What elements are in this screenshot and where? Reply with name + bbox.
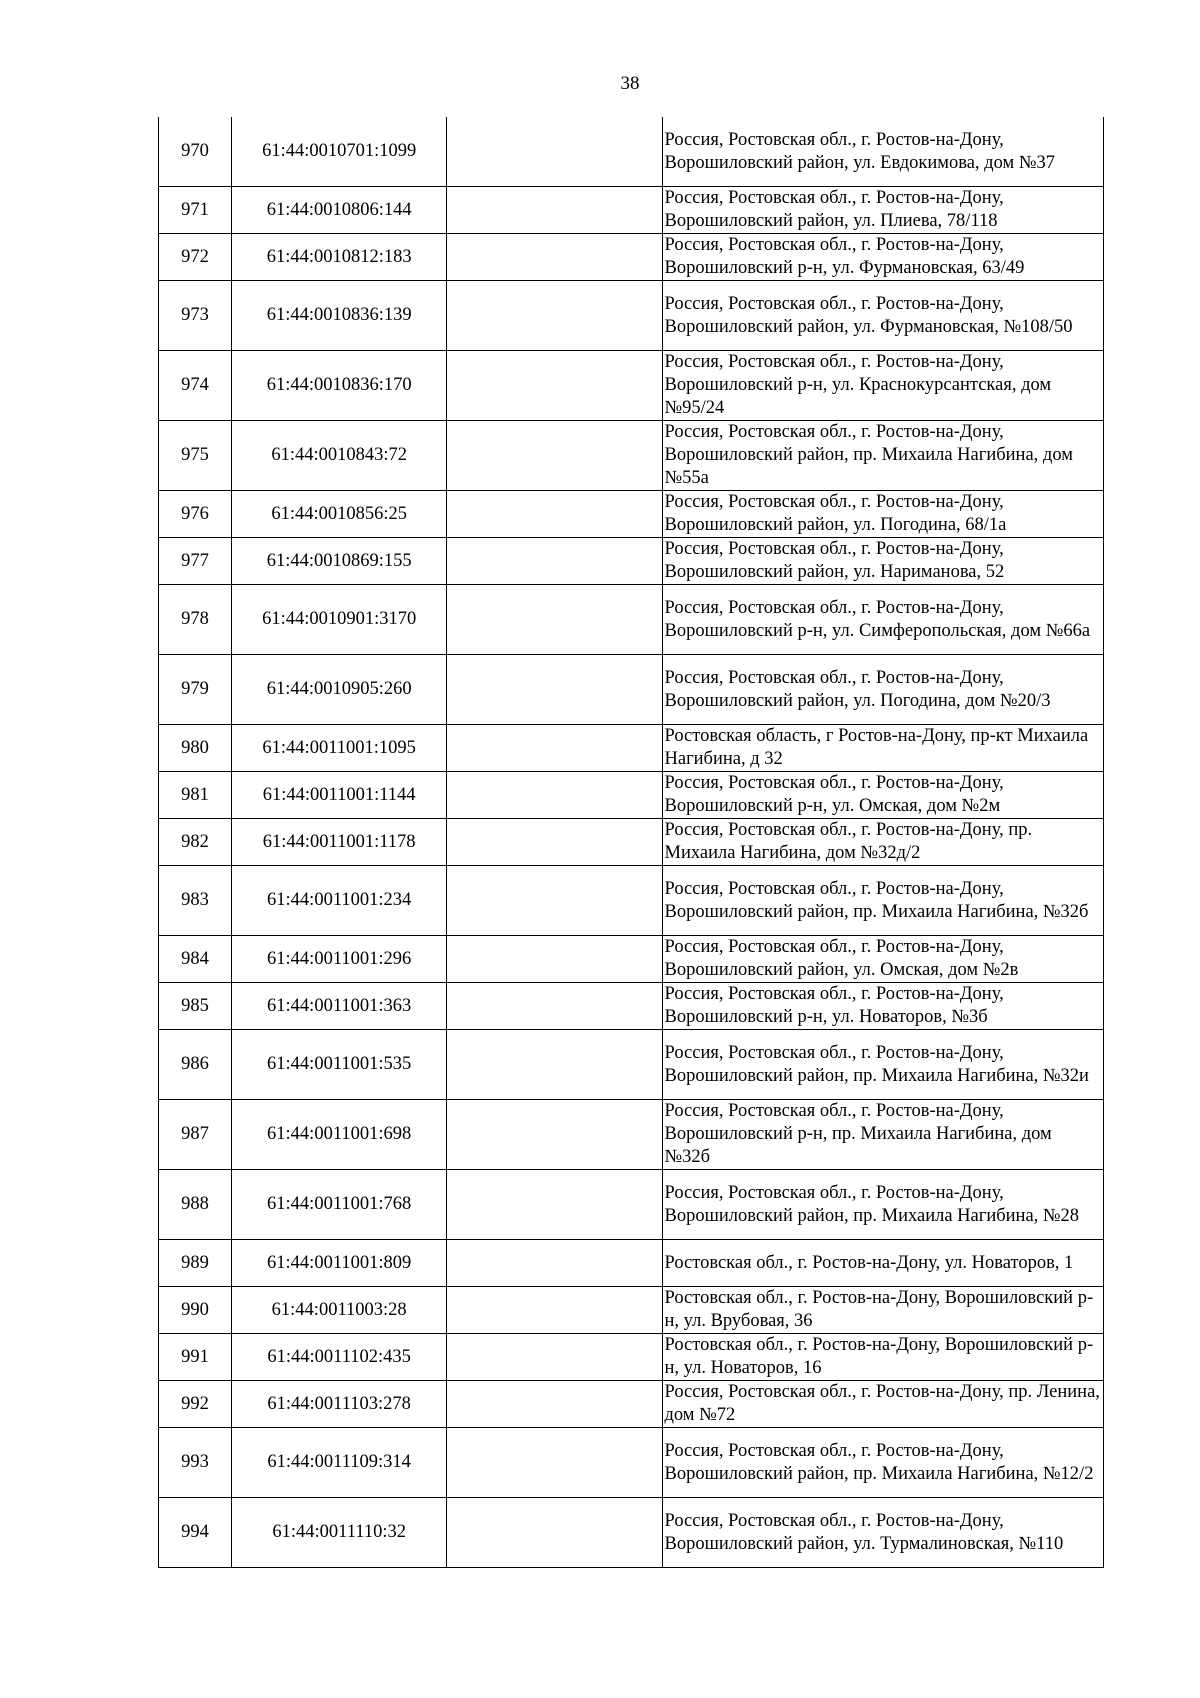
empty-cell	[447, 1334, 662, 1381]
address: Россия, Ростовская обл., г. Ростов-на-Дону, Ворошиловский р-н, ул. Краснокурсантская, дом №95/24	[662, 351, 1104, 421]
empty-cell	[447, 866, 662, 936]
cadastral-number: 61:44:0011103:278	[232, 1381, 447, 1428]
row-number: 988	[159, 1170, 232, 1240]
row-number: 991	[159, 1334, 232, 1381]
empty-cell	[447, 1381, 662, 1428]
address: Россия, Ростовская обл., г. Ростов-на-Дону, Ворошиловский район, пр. Михаила Нагибина, №32и	[662, 1030, 1104, 1100]
empty-cell	[447, 655, 662, 725]
cadastral-number: 61:44:0011001:296	[232, 936, 447, 983]
table-row	[159, 1170, 1104, 1240]
table-row	[159, 117, 1104, 187]
cadastral-number: 61:44:0010905:260	[232, 655, 447, 725]
cadastral-number: 61:44:0011001:768	[232, 1170, 447, 1240]
cadastral-number: 61:44:0011001:535	[232, 1030, 447, 1100]
empty-cell	[447, 725, 662, 772]
address: Ростовская обл., г. Ростов-на-Дону, Ворошиловский р-н, ул. Новаторов, 16	[662, 1334, 1104, 1381]
empty-cell	[447, 491, 662, 538]
table-row	[159, 1381, 1104, 1428]
table-row	[159, 1334, 1104, 1381]
table-row	[159, 1287, 1104, 1334]
row-number: 971	[159, 187, 232, 234]
cadastral-number: 61:44:0010806:144	[232, 187, 447, 234]
address: Ростовская область, г Ростов-на-Дону, пр-кт Михаила Нагибина, д 32	[662, 725, 1104, 772]
empty-cell	[447, 351, 662, 421]
cadastral-number: 61:44:0010901:3170	[232, 585, 447, 655]
cadastral-number: 61:44:0011110:32	[232, 1498, 447, 1568]
row-number: 976	[159, 491, 232, 538]
table-row	[159, 1100, 1104, 1170]
empty-cell	[447, 936, 662, 983]
cadastral-number: 61:44:0011102:435	[232, 1334, 447, 1381]
empty-cell	[447, 234, 662, 281]
row-number: 994	[159, 1498, 232, 1568]
table-row	[159, 1428, 1104, 1498]
address: Россия, Ростовская обл., г. Ростов-на-Дону, пр. Михаила Нагибина, дом №32д/2	[662, 819, 1104, 866]
address: Россия, Ростовская обл., г. Ростов-на-Дону, Ворошиловский район, пр. Михаила Нагибина, дом №55а	[662, 421, 1104, 491]
empty-cell	[447, 1287, 662, 1334]
address: Россия, Ростовская обл., г. Ростов-на-Дону, Ворошиловский р-н, ул. Симферопольская, дом №66а	[662, 585, 1104, 655]
empty-cell	[447, 1030, 662, 1100]
table-row	[159, 983, 1104, 1030]
empty-cell	[447, 281, 662, 351]
row-number: 979	[159, 655, 232, 725]
address: Россия, Ростовская обл., г. Ростов-на-Дону, Ворошиловский район, ул. Погодина, дом №20/3	[662, 655, 1104, 725]
cadastral-number: 61:44:0011001:698	[232, 1100, 447, 1170]
cadastral-number: 61:44:0010836:170	[232, 351, 447, 421]
address: Россия, Ростовская обл., г. Ростов-на-Дону, Ворошиловский район, ул. Омская, дом №2в	[662, 936, 1104, 983]
empty-cell	[447, 1498, 662, 1568]
row-number: 977	[159, 538, 232, 585]
table-row	[159, 772, 1104, 819]
table-row	[159, 187, 1104, 234]
address: Россия, Ростовская обл., г. Ростов-на-Дону, Ворошиловский район, пр. Михаила Нагибина, №12/2	[662, 1428, 1104, 1498]
table-row	[159, 1240, 1104, 1287]
row-number: 980	[159, 725, 232, 772]
table-row	[159, 1498, 1104, 1568]
table-row	[159, 234, 1104, 281]
cadastral-number: 61:44:0010869:155	[232, 538, 447, 585]
row-number: 987	[159, 1100, 232, 1170]
table-row	[159, 421, 1104, 491]
cadastral-number: 61:44:0011001:1144	[232, 772, 447, 819]
row-number: 990	[159, 1287, 232, 1334]
empty-cell	[447, 1428, 662, 1498]
cadastral-number: 61:44:0010812:183	[232, 234, 447, 281]
address: Россия, Ростовская обл., г. Ростов-на-Дону, Ворошиловский район, пр. Михаила Нагибина, №28	[662, 1170, 1104, 1240]
address: Россия, Ростовская обл., г. Ростов-на-Дону, Ворошиловский р-н, ул. Омская, дом №2м	[662, 772, 1104, 819]
address: Россия, Ростовская обл., г. Ростов-на-Дону, Ворошиловский район, ул. Фурмановская, №108/50	[662, 281, 1104, 351]
empty-cell	[447, 187, 662, 234]
table-row	[159, 936, 1104, 983]
row-number: 992	[159, 1381, 232, 1428]
empty-cell	[447, 538, 662, 585]
empty-cell	[447, 421, 662, 491]
address: Россия, Ростовская обл., г. Ростов-на-Дону, пр. Ленина, дом №72	[662, 1381, 1104, 1428]
address: Россия, Ростовская обл., г. Ростов-на-Дону, Ворошиловский район, ул. Погодина, 68/1а	[662, 491, 1104, 538]
cadastral-number: 61:44:0011109:314	[232, 1428, 447, 1498]
address: Россия, Ростовская обл., г. Ростов-на-Дону, Ворошиловский район, пр. Михаила Нагибина, №32б	[662, 866, 1104, 936]
row-number: 989	[159, 1240, 232, 1287]
empty-cell	[447, 117, 662, 187]
address: Россия, Ростовская обл., г. Ростов-на-Дону, Ворошиловский район, ул. Плиева, 78/118	[662, 187, 1104, 234]
empty-cell	[447, 1100, 662, 1170]
row-number: 973	[159, 281, 232, 351]
empty-cell	[447, 772, 662, 819]
address: Россия, Ростовская обл., г. Ростов-на-Дону, Ворошиловский район, ул. Нариманова, 52	[662, 538, 1104, 585]
row-number: 970	[159, 117, 232, 187]
address: Россия, Ростовская обл., г. Ростов-на-Дону, Ворошиловский р-н, ул. Новаторов, №3б	[662, 983, 1104, 1030]
row-number: 993	[159, 1428, 232, 1498]
empty-cell	[447, 1170, 662, 1240]
row-number: 978	[159, 585, 232, 655]
cadastral-number: 61:44:0010856:25	[232, 491, 447, 538]
table-row	[159, 538, 1104, 585]
empty-cell	[447, 819, 662, 866]
row-number: 983	[159, 866, 232, 936]
address: Россия, Ростовская обл., г. Ростов-на-Дону, Ворошиловский район, ул. Турмалиновская, №110	[662, 1498, 1104, 1568]
cadastral-number: 61:44:0011001:1095	[232, 725, 447, 772]
cadastral-number: 61:44:0011001:1178	[232, 819, 447, 866]
address: Россия, Ростовская обл., г. Ростов-на-Дону, Ворошиловский р-н, пр. Михаила Нагибина, дом №32б	[662, 1100, 1104, 1170]
cadastral-number: 61:44:0010843:72	[232, 421, 447, 491]
table-row	[159, 281, 1104, 351]
address: Россия, Ростовская обл., г. Ростов-на-Дону, Ворошиловский р-н, ул. Фурмановская, 63/49	[662, 234, 1104, 281]
row-number: 986	[159, 1030, 232, 1100]
row-number: 975	[159, 421, 232, 491]
page-number: 38	[620, 73, 640, 94]
cadastral-number: 61:44:0011003:28	[232, 1287, 447, 1334]
table-row	[159, 491, 1104, 538]
cadastral-number: 61:44:0011001:809	[232, 1240, 447, 1287]
row-number: 982	[159, 819, 232, 866]
empty-cell	[447, 983, 662, 1030]
address: Ростовская обл., г. Ростов-на-Дону, Ворошиловский р-н, ул. Врубовая, 36	[662, 1287, 1104, 1334]
table-row	[159, 351, 1104, 421]
cadastral-number: 61:44:0011001:234	[232, 866, 447, 936]
table-row	[159, 819, 1104, 866]
row-number: 972	[159, 234, 232, 281]
table-row	[159, 585, 1104, 655]
table-row	[159, 1030, 1104, 1100]
land-plot-table	[158, 117, 1104, 1568]
row-number: 981	[159, 772, 232, 819]
address: Ростовская обл., г. Ростов-на-Дону, ул. Новаторов, 1	[662, 1240, 1104, 1287]
cadastral-number: 61:44:0011001:363	[232, 983, 447, 1030]
cadastral-number: 61:44:0010836:139	[232, 281, 447, 351]
table-row	[159, 725, 1104, 772]
address: Россия, Ростовская обл., г. Ростов-на-Дону, Ворошиловский район, ул. Евдокимова, дом №37	[662, 117, 1104, 187]
empty-cell	[447, 585, 662, 655]
table-row	[159, 866, 1104, 936]
row-number: 974	[159, 351, 232, 421]
row-number: 984	[159, 936, 232, 983]
empty-cell	[447, 1240, 662, 1287]
table-row	[159, 655, 1104, 725]
cadastral-number: 61:44:0010701:1099	[232, 117, 447, 187]
row-number: 985	[159, 983, 232, 1030]
